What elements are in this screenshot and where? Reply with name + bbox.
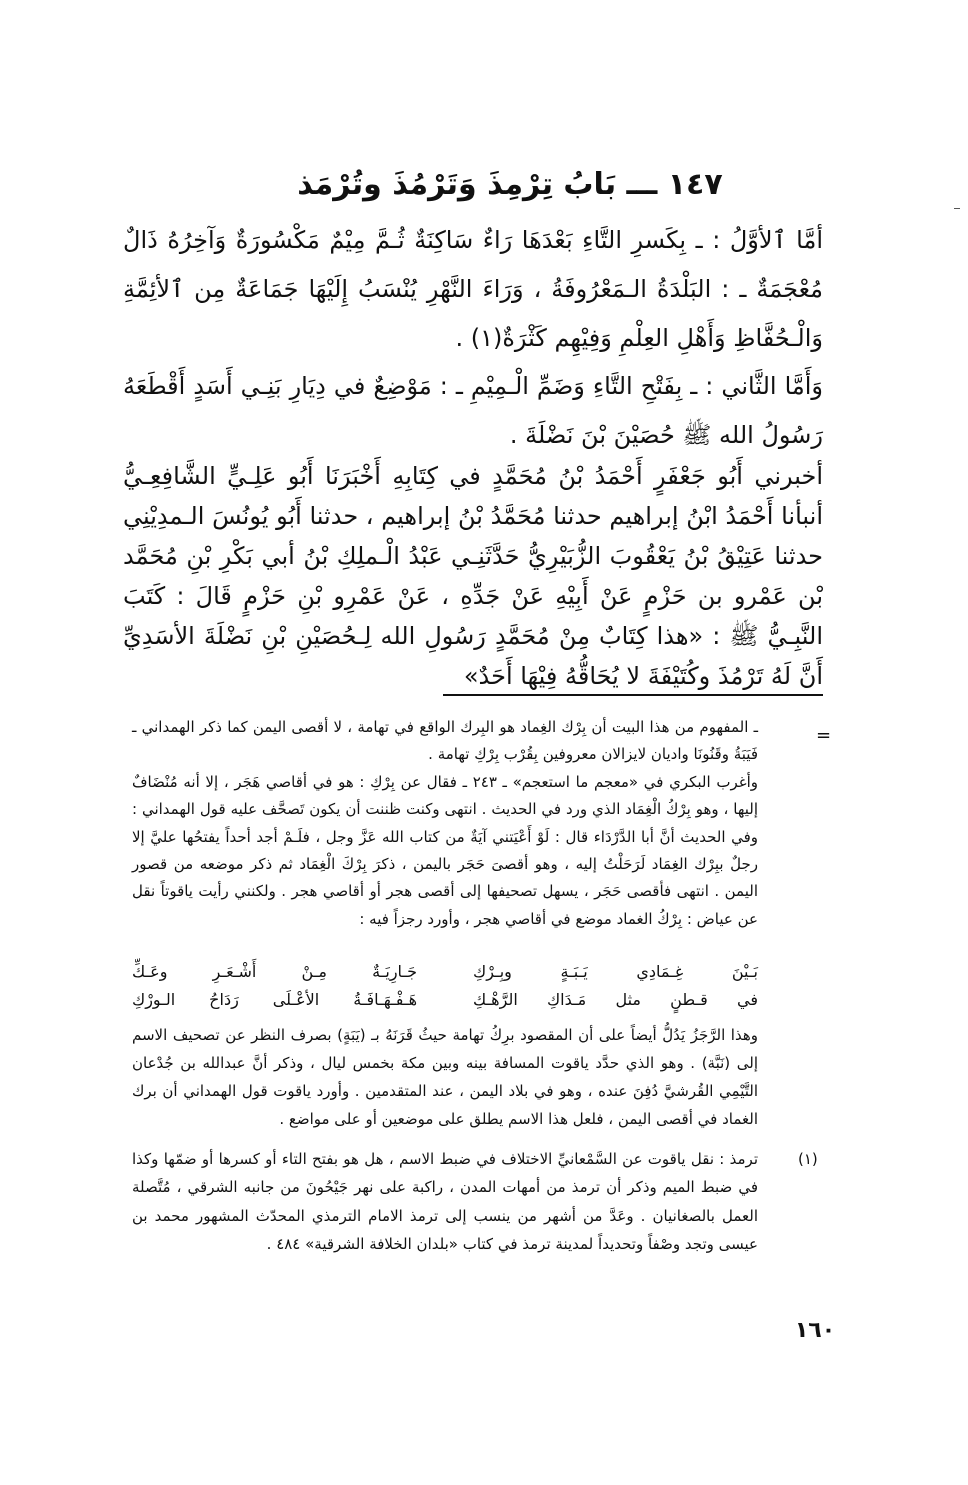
footnote-paragraph: ترمذ : نقل ياقوت عن السَّمْعانيِّ الاختلاف في ضبط الاسم ، هل هو بفتح التاء أو كسرها أو ضمّها وكذا في ضبط الميم وذكر أن ترمذ من أمهات المدن ، راكبة على نهر جَيْحُونَ من جانبه الشرقي ، مُتَّصلة العمل بالصغانيان . وعَدَّ من أشهر من ينسب إلى ترمذ الامام الترمذي المحدّث المشهور محمد بن عيسى وتجد وصْفاً وتحديداً لمدينة ترمذ في كتاب «بلدان الخلافة الشرقية» ٤٨٤ . bbox=[132, 1150, 758, 1253]
verse-hemistich: هَـفْـهَـافَـةُ الأعْـلَى رَدَاحُ الـورْكِ bbox=[132, 990, 417, 1009]
verse-block bbox=[132, 958, 758, 1014]
continuation-marker: = bbox=[816, 725, 832, 746]
notes-conclusion bbox=[132, 1021, 758, 1133]
note-paragraph: وهذا الرَّجَزُ يَدُلُّ أيضاً على أن المقصود برِكُ تهامة حيثُ قَرَنَهُ بـ (يَبَةٍ) بصرف النظر عن تصحيف الاسم إلى (نَبَّة) . وهو الذي حدَّد ياقوت المسافة بينه وبين مكة بخمس ليال ، وذكر أنَّ عبدالله بن جُدْعان التَّيْمِي القُرشيَّ دُفِنَ عنده ، وهو في بلاد اليمن ، عند المتقدمين . وأورد ياقوت قول الهمداني أن برك الغماد في أقصى اليمن ، فلعل هذا الاسم يطلق على موضعين أو على مواضع . bbox=[132, 1026, 758, 1128]
notes-continued bbox=[132, 714, 758, 933]
verse-hemistich: جَـارِيَـةٌ مِـنْ أَشْـعَـرِ وعَـكِّ bbox=[132, 962, 417, 981]
body-paragraph-text: أخبرني أَبُو جَعْفَرٍ أَحْمَدُ بْنُ مُحَمَّدٍ في كِتَابِهِ أَخْبَرَنَا أَبُو عَلِـيٍّ الشَّافِعِـيُّ أنبأنا أَحْمَدُ ابْنُ إبراهيم حدثنا مُحَمَّدُ بْنُ إبراهيم ، حدثنا أَبُو يُونُسَ الـمدِيْنِي حدثنا عَتِيْقُ بْنُ يَعْقُوبَ الزُّبَيْرِيُّ حَدَّثَنِـي عَبْدُ الْـملِكِ بْنُ أبي بَكْرِ بْنِ مُحَمَّد بْن عَمْرو بن حَزْمٍ عَنْ أَبِيْهِ عَنْ جَدِّهِ ، عَنْ عَمْرِو بْنِ حَزْمٍ قَالَ : كَتَبَ النَّبِـيُّ ﷺ : «هذا كِتَابٌ مِنْ مُحَمَّدٍ رَسُولِ الله لِـحُصَيْنِ بْنِ نَضْلَةَ الأسَدِيِّ أَنَّ لَهُ تَرْمُذَ وكُتَيْفَةَ لا يُحَاقُّهُ فِيْهَا أَحَدٌ» bbox=[123, 462, 823, 690]
page-number: ١٦٠ bbox=[794, 1318, 836, 1343]
note-paragraph: وأغرب البكري في «معجم ما استعجم» ـ ٢٤٣ ـ فقال عن بِرْكِ : هو في أقاصي هَجَر ، إلا أنه مُنْضَافٌ إليها ، وهو بِرْكُ الْغِمَاد الذي ورد في الحديث . انتهى وكنت ظننت أن يكون تَصحَّف عليه قول الهمداني : وفي الحديث أنَّ أبا الدَّرْدَاء قال : لَوْ أَعْيَتني آيَةٌ من كتاب الله عَزَّ وجل ، فلَـمْ أجد أحداً يفتحُها عليَّ إلا رجلٌ ببِرْك الغِمَاد لَرَحَلْتُ إليه ، وهو أقصىَ حَجَر باليمن ، ذكرَ بِرْكَ الْغِمَاد ثم ذكر موضعه من قصور اليمن . انتهى فأقصى حَجَر ، يسهل تصحيفها إلى أقصى هجر أو أقاصي هجر . ولكنني رأيت ياقوتاً نقل عن عياض : بِرْكُ الغماد موضع في أقاصي هجر ، وأورد رجزاً فيه : bbox=[132, 772, 758, 928]
body-paragraph-second bbox=[123, 362, 823, 460]
footnote-divider bbox=[443, 694, 823, 696]
body-paragraph-first bbox=[123, 216, 823, 363]
body-paragraph-text: أمَّا ٱلأوَّلُ : ـ بِكَسرِ التَّاءِ بَعْدَهَا رَاءٌ سَاكِنَةٌ ثُـمَّ مِيْمٌ مَكْسُورَةٌ وَآخِرُهُ ذَالٌ مُعْجَمَةٌ ـ : البَلْدَةُ الـمَعْرُوفَةُ ، وَرَاءَ النَّهْرِ يُنْسَبُ إِلَيْهَا جَمَاعَةٌ مِن ٱلأئِمَّةِ وَالْـحُفَّاظِ وَأَهْلِ العِلْمِ وَفِيْهِم كَثْرَةٌ(١) . bbox=[123, 226, 823, 352]
verse-hemistich: في قـطنٍ مثل مَـدَاكِ الرَّهْـكِ bbox=[473, 990, 758, 1009]
body-paragraph-text: وَأَمَّا الثَّاني : ـ بِفَتْحِ التَّاءِ وَضَمِّ الْـمِيْمِ ـ : مَوْضِعٌ في دِيَارِ بَنِـي أَسَدٍ أَقْطَعَهُ رَسُولُ الله ﷺ حُصَيْنَ بْنَ نَضْلَةَ . bbox=[123, 372, 823, 449]
hadith-paragraph bbox=[123, 456, 823, 696]
footnote-text bbox=[132, 1145, 758, 1258]
verse-line bbox=[132, 958, 758, 986]
verse-line bbox=[132, 986, 758, 1014]
verse-hemistich: بَـيْنَ غِـمَادِي يَـبَـةٍ وبِـرْكِ bbox=[473, 962, 758, 981]
note-paragraph: ـ المفهوم من هذا البيت أن بِرْك الغِماد هو البِرك الواقع في تهامة ، لا أقصى اليمن كما ذكر الهمداني ـ فَيَبَةُ وقَنُونَا واديان لايزالان معروفين بِقُرْب بِرْكِ تهامة . bbox=[132, 718, 758, 764]
footnote-number: (١) bbox=[798, 1150, 818, 1168]
chapter-title: ١٤٧ ـــ بَابُ تِرْمِذَ وَتَرْمُذَ وتُرْمَذ bbox=[297, 167, 723, 202]
margin-tick bbox=[954, 208, 960, 209]
